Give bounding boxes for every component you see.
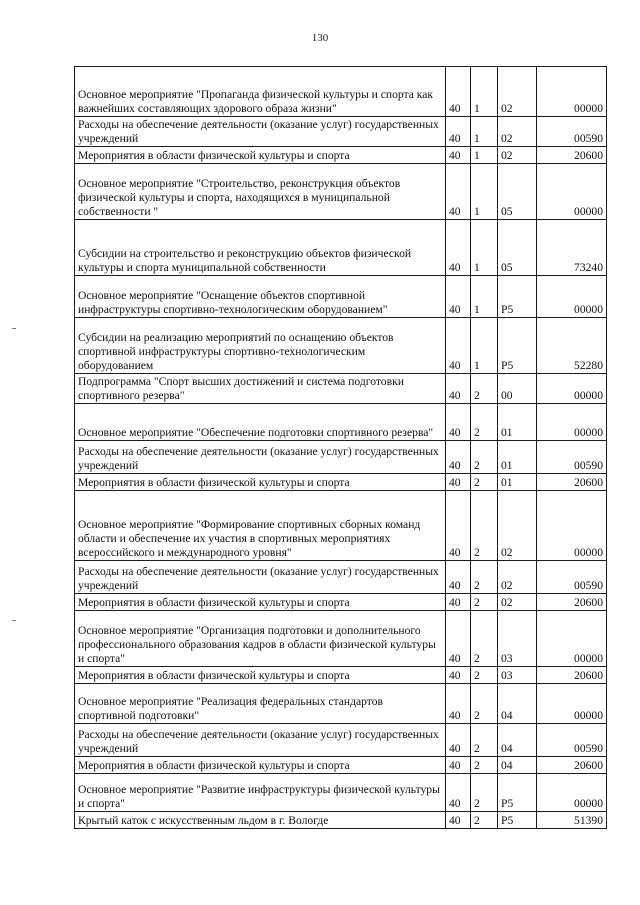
code-subprogram: 2	[471, 561, 498, 594]
code-activity: P5	[498, 276, 537, 318]
code-activity: 01	[498, 404, 537, 441]
code-subprogram: 1	[471, 67, 498, 117]
row-description: Основное мероприятие "Строительство, реконструкция объектов физической культуры и спорта, находящихся в муниципальной собственности "	[75, 164, 446, 220]
code-subprogram: 1	[471, 276, 498, 318]
table-row	[75, 667, 607, 684]
code-activity: 04	[498, 684, 537, 724]
table-row	[75, 611, 607, 667]
code-program: 40	[446, 667, 471, 684]
code-subprogram: 2	[471, 774, 498, 812]
table-row	[75, 117, 607, 147]
code-program: 40	[446, 491, 471, 561]
code-direction: 20600	[537, 667, 607, 684]
row-description: Основное мероприятие "Пропаганда физической культуры и спорта как важнейших составляющих здорового образа жизни"	[75, 67, 446, 117]
code-program: 40	[446, 594, 471, 611]
code-direction: 52280	[537, 318, 607, 374]
code-program: 40	[446, 117, 471, 147]
table-row	[75, 594, 607, 611]
row-description: Расходы на обеспечение деятельности (оказание услуг) государственных учреждений	[75, 117, 446, 147]
code-program: 40	[446, 561, 471, 594]
code-program: 40	[446, 374, 471, 404]
code-activity: 02	[498, 491, 537, 561]
row-description: Основное мероприятие "Реализация федеральных стандартов спортивной подготовки"	[75, 684, 446, 724]
code-direction: 00590	[537, 441, 607, 474]
code-subprogram: 1	[471, 220, 498, 276]
code-program: 40	[446, 220, 471, 276]
code-direction: 00000	[537, 276, 607, 318]
code-direction: 00000	[537, 164, 607, 220]
code-activity: 05	[498, 220, 537, 276]
table-row	[75, 276, 607, 318]
code-direction: 00000	[537, 774, 607, 812]
table-row	[75, 404, 607, 441]
code-program: 40	[446, 441, 471, 474]
row-description: Основное мероприятие "Развитие инфраструктуры физической культуры и спорта"	[75, 774, 446, 812]
budget-classification-table	[74, 66, 607, 829]
code-program: 40	[446, 276, 471, 318]
margin-mark	[12, 620, 16, 621]
code-subprogram: 2	[471, 684, 498, 724]
code-activity: 04	[498, 724, 537, 757]
table-row	[75, 318, 607, 374]
code-activity: 02	[498, 561, 537, 594]
code-direction: 20600	[537, 474, 607, 491]
code-direction: 73240	[537, 220, 607, 276]
code-program: 40	[446, 611, 471, 667]
code-subprogram: 1	[471, 117, 498, 147]
code-direction: 00000	[537, 611, 607, 667]
code-subprogram: 2	[471, 474, 498, 491]
code-direction: 00000	[537, 374, 607, 404]
row-description: Мероприятия в области физической культуры и спорта	[75, 757, 446, 774]
code-program: 40	[446, 684, 471, 724]
table-row	[75, 474, 607, 491]
code-activity: P5	[498, 774, 537, 812]
row-description: Расходы на обеспечение деятельности (оказание услуг) государственных учреждений	[75, 561, 446, 594]
code-subprogram: 2	[471, 812, 498, 829]
table-row	[75, 491, 607, 561]
table-row	[75, 441, 607, 474]
code-subprogram: 2	[471, 667, 498, 684]
code-program: 40	[446, 774, 471, 812]
table-row	[75, 757, 607, 774]
code-activity: 02	[498, 594, 537, 611]
code-activity: 03	[498, 667, 537, 684]
table-row	[75, 164, 607, 220]
code-program: 40	[446, 164, 471, 220]
row-description: Мероприятия в области физической культуры и спорта	[75, 667, 446, 684]
code-subprogram: 2	[471, 374, 498, 404]
table-row	[75, 812, 607, 829]
table-body	[75, 67, 607, 829]
code-direction: 00590	[537, 724, 607, 757]
code-direction: 00000	[537, 404, 607, 441]
code-subprogram: 2	[471, 404, 498, 441]
table-row	[75, 374, 607, 404]
code-activity: 01	[498, 474, 537, 491]
code-direction: 00000	[537, 67, 607, 117]
code-program: 40	[446, 147, 471, 164]
table-row	[75, 724, 607, 757]
row-description: Крытый каток с искусственным льдом в г. Вологде	[75, 812, 446, 829]
table-row	[75, 561, 607, 594]
code-activity: 02	[498, 117, 537, 147]
code-activity: 00	[498, 374, 537, 404]
table-row	[75, 67, 607, 117]
code-program: 40	[446, 404, 471, 441]
margin-mark	[12, 328, 16, 329]
code-activity: 03	[498, 611, 537, 667]
code-subprogram: 2	[471, 441, 498, 474]
row-description: Основное мероприятие "Обеспечение подготовки спортивного резерва"	[75, 404, 446, 441]
code-direction: 20600	[537, 594, 607, 611]
table-row	[75, 147, 607, 164]
page-number: 130	[311, 32, 329, 44]
code-direction: 20600	[537, 757, 607, 774]
table-row	[75, 774, 607, 812]
code-activity: P5	[498, 812, 537, 829]
code-direction: 00590	[537, 561, 607, 594]
code-direction: 00000	[537, 684, 607, 724]
row-description: Субсидии на строительство и реконструкцию объектов физической культуры и спорта муниципальной собственности	[75, 220, 446, 276]
code-activity: 05	[498, 164, 537, 220]
code-activity: 01	[498, 441, 537, 474]
code-activity: P5	[498, 318, 537, 374]
code-direction: 20600	[537, 147, 607, 164]
code-program: 40	[446, 474, 471, 491]
code-program: 40	[446, 724, 471, 757]
row-description: Мероприятия в области физической культуры и спорта	[75, 147, 446, 164]
table-row	[75, 220, 607, 276]
code-direction: 00000	[537, 491, 607, 561]
code-activity: 02	[498, 147, 537, 164]
code-subprogram: 2	[471, 757, 498, 774]
row-description: Мероприятия в области физической культуры и спорта	[75, 474, 446, 491]
code-subprogram: 2	[471, 491, 498, 561]
code-subprogram: 2	[471, 611, 498, 667]
code-direction: 51390	[537, 812, 607, 829]
code-activity: 02	[498, 67, 537, 117]
code-subprogram: 1	[471, 147, 498, 164]
row-description: Расходы на обеспечение деятельности (оказание услуг) государственных учреждений	[75, 724, 446, 757]
code-program: 40	[446, 318, 471, 374]
table-row	[75, 684, 607, 724]
row-description: Расходы на обеспечение деятельности (оказание услуг) государственных учреждений	[75, 441, 446, 474]
code-subprogram: 1	[471, 164, 498, 220]
code-program: 40	[446, 757, 471, 774]
code-direction: 00590	[537, 117, 607, 147]
code-subprogram: 2	[471, 594, 498, 611]
code-program: 40	[446, 67, 471, 117]
row-description: Субсидии на реализацию мероприятий по оснащению объектов спортивной инфраструктуры спортивно-технологическим оборудованием	[75, 318, 446, 374]
row-description: Подпрограмма "Спорт высших достижений и система подготовки спортивного резерва"	[75, 374, 446, 404]
code-activity: 04	[498, 757, 537, 774]
code-program: 40	[446, 812, 471, 829]
row-description: Основное мероприятие "Оснащение объектов спортивной инфраструктуры спортивно-технологическим оборудованием"	[75, 276, 446, 318]
code-subprogram: 2	[471, 724, 498, 757]
code-subprogram: 1	[471, 318, 498, 374]
row-description: Мероприятия в области физической культуры и спорта	[75, 594, 446, 611]
row-description: Основное мероприятие "Организация подготовки и дополнительного профессионального образования кадров в области физической культуры и спорта"	[75, 611, 446, 667]
row-description: Основное мероприятие "Формирование спортивных сборных команд области и обеспечение их участия в спортивных мероприятиях всероссийского и международного уровня"	[75, 491, 446, 561]
